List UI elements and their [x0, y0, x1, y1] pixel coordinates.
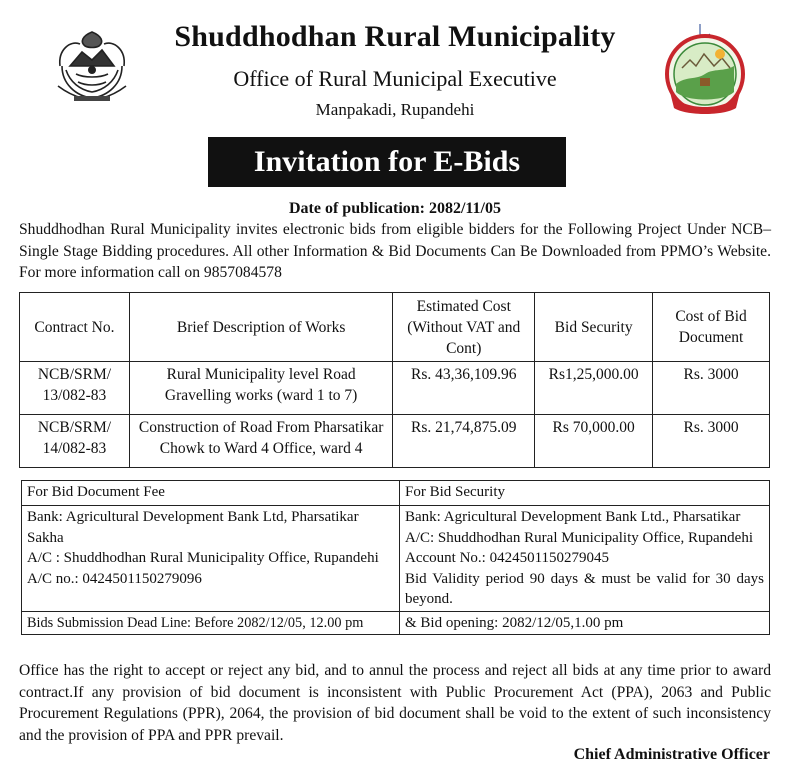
security-account-name: A/C: Shuddhodhan Rural Municipality Office, Rupandehi — [405, 529, 754, 546]
col-description: Brief Description of Works — [129, 293, 392, 362]
fee-account-number: A/C no.: 0424501150279096 — [27, 570, 202, 587]
cell-bid-security: Rs1,25,000.00 — [535, 362, 653, 415]
works-table — [19, 292, 770, 468]
col-estimated-cost: Estimated Cost (Without VAT and Cont) — [393, 293, 535, 362]
cell-contract-no: NCB/SRM/ 14/082-83 — [20, 415, 130, 468]
fee-bank: Bank: Agricultural Development Bank Ltd, Pharsatikar Sakha — [27, 509, 359, 546]
table-row — [20, 362, 770, 415]
bid-opening: & Bid opening: 2082/12/05,1.00 pm — [400, 611, 770, 635]
security-bank: Bank: Agricultural Development Bank Ltd., Pharsatikar — [405, 509, 741, 525]
cell-estimated-cost: Rs. 43,36,109.96 — [393, 362, 535, 415]
cell-description: Construction of Road From Pharsatikar Chowk to Ward 4 Office, ward 4 — [129, 415, 392, 468]
cell-doc-cost: Rs. 3000 — [653, 362, 770, 415]
cell-description: Rural Municipality level Road Gravelling works (ward 1 to 7) — [129, 362, 392, 415]
security-header: For Bid Security — [400, 481, 770, 506]
publication-date: Date of publication: 2082/11/05 — [288, 200, 501, 217]
col-bid-security: Bid Security — [535, 293, 653, 362]
security-bank-cell — [400, 506, 770, 612]
cell-doc-cost: Rs. 3000 — [653, 415, 770, 468]
col-doc-cost: Cost of Bid Document — [653, 293, 770, 362]
municipality-name: Shuddhodhan Rural Municipality — [174, 20, 616, 53]
cell-contract-no: NCB/SRM/ 13/082-83 — [20, 362, 130, 415]
deadline-row — [22, 611, 770, 635]
bank-header-row — [22, 481, 770, 506]
bank-details-table — [21, 480, 770, 635]
security-account-number: Account No.: 0424501150279045 — [405, 550, 610, 566]
fee-bank-cell — [22, 506, 400, 612]
signatory: Chief Administrative Officer — [573, 746, 770, 763]
office-name: Office of Rural Municipal Executive — [233, 66, 557, 91]
notice-title-banner: Invitation for E-Bids — [208, 137, 566, 187]
bank-details-row — [22, 506, 770, 612]
cell-estimated-cost: Rs. 21,74,875.09 — [393, 415, 535, 468]
col-contract-no: Contract No. — [20, 293, 130, 362]
bid-validity: Bid Validity period 90 days & must be valid for 30 days beyond. — [405, 570, 764, 607]
table-header-row — [20, 293, 770, 362]
cell-bid-security: Rs 70,000.00 — [535, 415, 653, 468]
submission-deadline: Bids Submission Dead Line: Before 2082/12/05, 12.00 pm — [22, 611, 400, 635]
intro-paragraph: Shuddhodhan Rural Municipality invites electronic bids from eligible bidders for the Following Project Under NCB–Single Stage Bidding procedures. All other Information & Bid Documents Can Be Downloaded from PPMO’s Website. For more information call on 9857084578 — [19, 221, 771, 281]
fee-account-name: A/C : Shuddhodhan Rural Municipality Office, Rupandehi — [27, 550, 379, 566]
fee-header: For Bid Document Fee — [22, 481, 400, 506]
closing-paragraph: Office has the right to accept or reject any bid, and to annul the process and reject all bids at any time prior to award contract.If any provision of bid document is inconsistent with Public Procurement Act (PPA), 2063 and Public Procurement Regulations (PPR), 2064, the provision of bid document shall be void to the extent of such inconsistency and the provision of PPA and PPR prevail. — [19, 662, 771, 744]
table-row — [20, 415, 770, 468]
office-address: Manpakadi, Rupandehi — [315, 100, 475, 119]
